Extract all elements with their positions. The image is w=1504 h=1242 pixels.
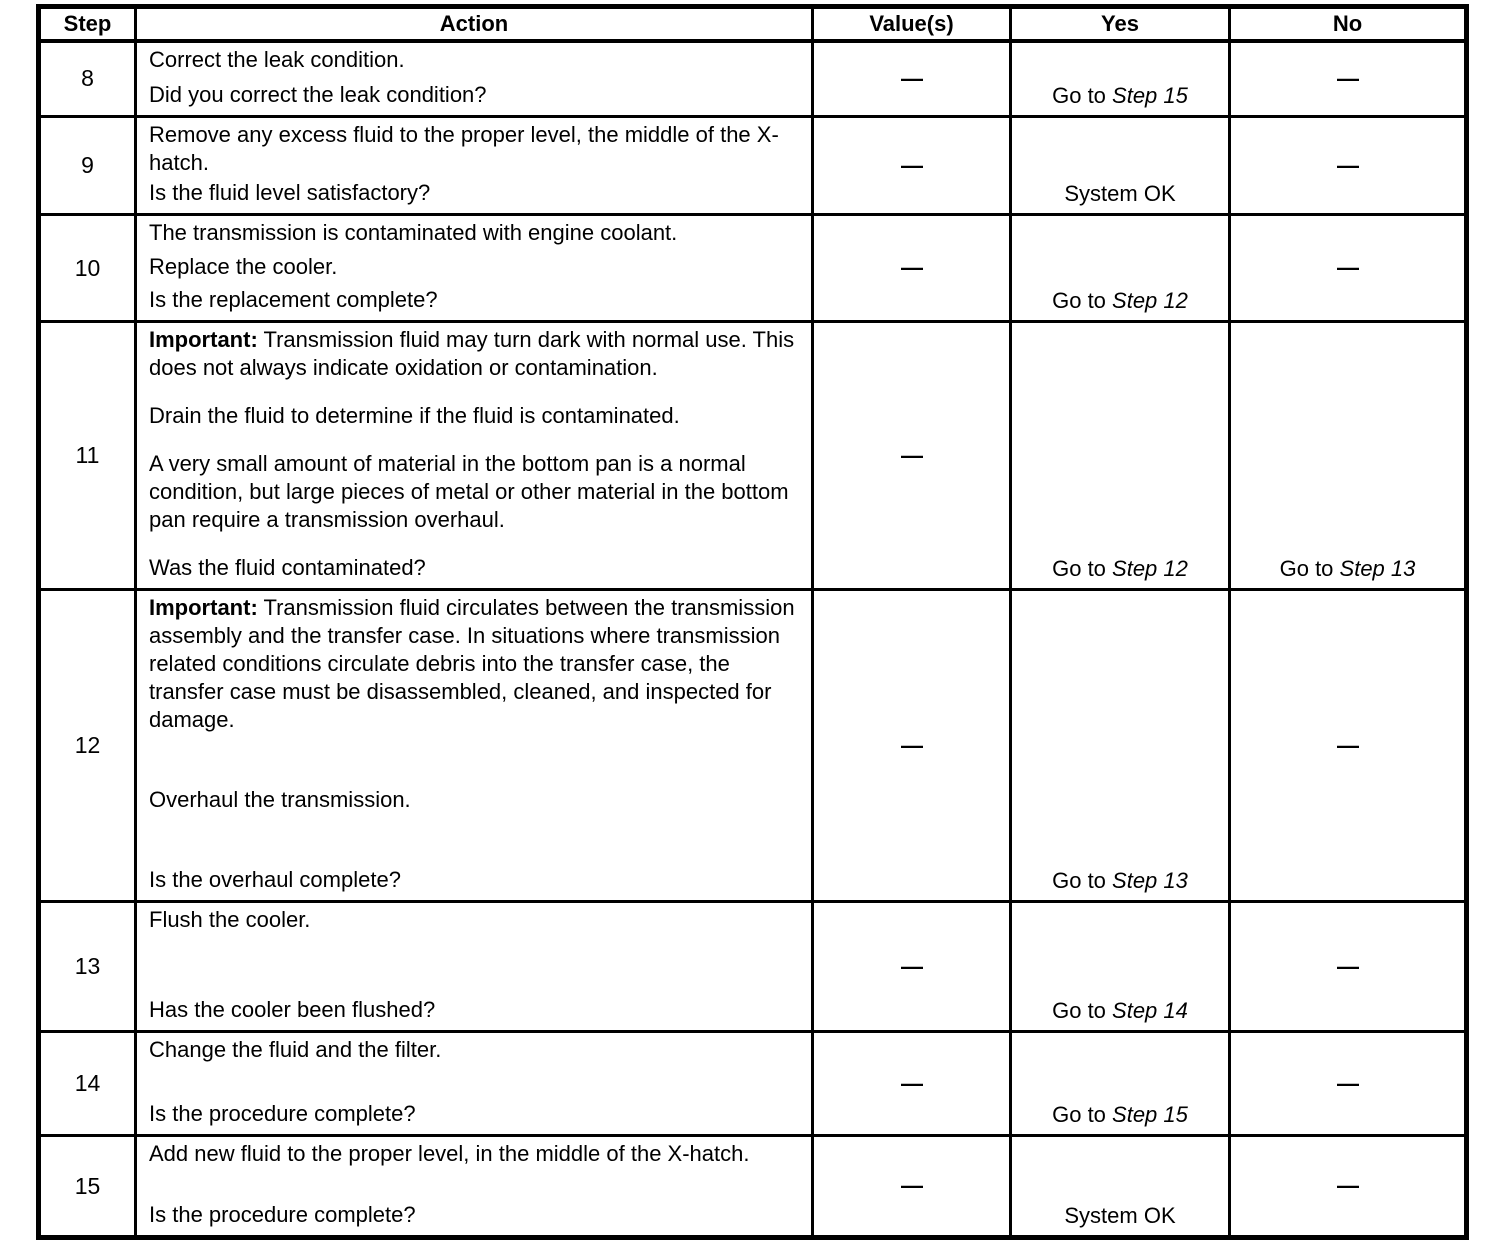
- dash-placeholder: —: [1337, 1070, 1358, 1096]
- value-cell: [813, 590, 1011, 902]
- action-paragraph: Replace the cooler.: [149, 253, 338, 279]
- value-content: [814, 43, 1009, 116]
- no-cell: [1230, 322, 1467, 590]
- no-cell: [1230, 215, 1467, 322]
- no-content: [1231, 1033, 1464, 1134]
- table-row-step-12: [39, 590, 1467, 902]
- value-cell: [813, 902, 1011, 1032]
- dash-placeholder: —: [1337, 65, 1358, 91]
- go-to-step-text: Go to Step 12: [1052, 288, 1188, 313]
- value-cell: [813, 41, 1011, 117]
- result-text: System OK: [1064, 1203, 1176, 1228]
- no-content: [1231, 903, 1464, 1030]
- action-text-block: [137, 118, 811, 213]
- table-row-step-9: [39, 117, 1467, 215]
- step-cell: 8: [39, 41, 136, 117]
- result-text: System OK: [1064, 181, 1176, 206]
- value-content: [814, 216, 1009, 320]
- step-cell: 11: [39, 322, 136, 590]
- action-paragraph: Is the replacement complete?: [149, 287, 438, 312]
- column-header-step: Step: [39, 7, 136, 41]
- value-cell: [813, 215, 1011, 322]
- yes-cell: [1011, 590, 1230, 902]
- dash-placeholder: —: [1337, 152, 1358, 178]
- action-text-block: [137, 43, 811, 116]
- yes-cell: [1011, 215, 1230, 322]
- action-paragraph: Was the fluid contaminated?: [149, 555, 426, 580]
- dash-placeholder: —: [901, 732, 922, 758]
- value-content: [814, 323, 1009, 588]
- no-content: [1231, 323, 1464, 588]
- action-cell: [136, 215, 813, 322]
- dash-placeholder: —: [901, 1070, 922, 1096]
- yes-content: [1012, 903, 1228, 1030]
- yes-cell: [1011, 41, 1230, 117]
- action-paragraph: Flush the cooler.: [149, 907, 311, 932]
- dash-placeholder: —: [901, 152, 922, 178]
- value-content: [814, 118, 1009, 213]
- value-content: [814, 903, 1009, 1030]
- action-paragraph: Overhaul the transmission.: [149, 787, 411, 812]
- no-cell: [1230, 117, 1467, 215]
- action-paragraph: A very small amount of material in the bottom pan is a normal condition, but large pieces of metal or other material in the bottom pan require a transmission overhaul.: [149, 451, 789, 532]
- dash-placeholder: —: [901, 65, 922, 91]
- column-header-no: No: [1230, 7, 1467, 41]
- action-paragraph: Did you correct the leak condition?: [149, 82, 487, 107]
- step-reference: Step 12: [1112, 556, 1188, 581]
- action-text-block: [137, 323, 811, 588]
- no-cell: [1230, 590, 1467, 902]
- action-paragraph: Is the procedure complete?: [149, 1101, 416, 1126]
- yes-cell: [1011, 322, 1230, 590]
- step-cell: 14: [39, 1032, 136, 1136]
- yes-cell: [1011, 117, 1230, 215]
- value-content: [814, 591, 1009, 900]
- yes-content: [1012, 1033, 1228, 1134]
- table-row-step-13: [39, 902, 1467, 1032]
- important-label: Important:: [149, 595, 258, 620]
- dash-placeholder: —: [901, 255, 922, 280]
- value-cell: [813, 1032, 1011, 1136]
- go-to-step-text: Go to Step 13: [1279, 556, 1416, 581]
- no-cell: [1230, 1136, 1467, 1238]
- action-text-block: [137, 216, 811, 320]
- action-paragraph: Drain the fluid to determine if the fluid is contaminated.: [149, 403, 680, 428]
- yes-content: [1012, 43, 1228, 116]
- dash-placeholder: —: [1337, 1173, 1358, 1198]
- column-header-yes: Yes: [1011, 7, 1230, 41]
- action-paragraph: Change the fluid and the filter.: [149, 1037, 442, 1062]
- yes-content: [1012, 591, 1228, 900]
- table-row-step-10: [39, 215, 1467, 322]
- table-row-step-15: [39, 1136, 1467, 1238]
- yes-cell: [1011, 1032, 1230, 1136]
- step-reference: Step 12: [1112, 288, 1188, 313]
- column-header-action: Action: [136, 7, 813, 41]
- step-reference: Step 15: [1112, 1102, 1188, 1127]
- action-paragraph: Remove any excess fluid to the proper level, the middle of the X-hatch.: [149, 122, 779, 175]
- action-paragraph: Important: Transmission fluid may turn dark with normal use. This does not always indicate oxidation or contamination.: [149, 327, 795, 380]
- step-reference: Step 13: [1339, 556, 1416, 581]
- no-content: [1231, 591, 1464, 900]
- action-paragraph: Correct the leak condition.: [149, 46, 405, 72]
- action-paragraph: Add new fluid to the proper level, in the middle of the X-hatch.: [149, 1141, 750, 1166]
- no-content: [1231, 118, 1464, 213]
- go-to-step-text: Go to Step 14: [1052, 998, 1188, 1023]
- no-cell: [1230, 41, 1467, 117]
- action-cell: [136, 322, 813, 590]
- dash-placeholder: —: [1337, 255, 1358, 280]
- go-to-step-text: Go to Step 15: [1052, 83, 1188, 108]
- action-text-block: [137, 903, 811, 1030]
- action-cell: [136, 1136, 813, 1238]
- action-text-block: [137, 1033, 811, 1134]
- value-cell: [813, 117, 1011, 215]
- action-text-block: [137, 591, 811, 900]
- yes-content: [1012, 216, 1228, 320]
- action-paragraph: Has the cooler been flushed?: [149, 997, 436, 1022]
- action-cell: [136, 1032, 813, 1136]
- dash-placeholder: —: [1337, 732, 1358, 758]
- table-row-step-11: [39, 322, 1467, 590]
- header-row: [39, 7, 1467, 41]
- value-cell: [813, 1136, 1011, 1238]
- action-text-block: [137, 1137, 811, 1235]
- action-paragraph: Is the procedure complete?: [149, 1202, 416, 1227]
- step-cell: 13: [39, 902, 136, 1032]
- step-reference: Step 14: [1112, 998, 1188, 1023]
- action-cell: [136, 902, 813, 1032]
- no-content: [1231, 1137, 1464, 1235]
- table-row-step-8: [39, 41, 1467, 117]
- action-paragraph: Important: Transmission fluid circulates between the transmission assembly and the transfer case. In situations where transmission related conditions circulate debris into the transfer case, the transfer case must be disassembled, cleaned, and inspected for damage.: [149, 595, 795, 732]
- no-content: [1231, 43, 1464, 116]
- go-to-step-text: Go to Step 13: [1052, 868, 1188, 893]
- go-to-step-text: Go to Step 15: [1052, 1102, 1188, 1127]
- step-cell: 15: [39, 1136, 136, 1238]
- yes-content: [1012, 323, 1228, 588]
- action-paragraph: The transmission is contaminated with engine coolant.: [149, 220, 678, 245]
- important-label: Important:: [149, 327, 258, 352]
- yes-content: [1012, 118, 1228, 213]
- diagnostic-steps-table: [36, 4, 1469, 1240]
- action-paragraph: Is the overhaul complete?: [149, 867, 401, 892]
- step-reference: Step 15: [1112, 83, 1188, 108]
- action-paragraph: Is the fluid level satisfactory?: [149, 180, 431, 205]
- step-cell: 9: [39, 117, 136, 215]
- go-to-step-text: Go to Step 12: [1052, 556, 1188, 581]
- table-row-step-14: [39, 1032, 1467, 1136]
- step-cell: 12: [39, 590, 136, 902]
- dash-placeholder: —: [901, 442, 922, 468]
- yes-cell: [1011, 1136, 1230, 1238]
- no-cell: [1230, 902, 1467, 1032]
- step-reference: Step 13: [1112, 868, 1188, 893]
- dash-placeholder: —: [1337, 953, 1358, 979]
- value-cell: [813, 322, 1011, 590]
- action-cell: [136, 41, 813, 117]
- dash-placeholder: —: [901, 953, 922, 979]
- action-cell: [136, 117, 813, 215]
- action-cell: [136, 590, 813, 902]
- value-content: [814, 1033, 1009, 1134]
- yes-content: [1012, 1137, 1228, 1235]
- step-cell: 10: [39, 215, 136, 322]
- dash-placeholder: —: [901, 1173, 922, 1198]
- no-content: [1231, 216, 1464, 320]
- no-cell: [1230, 1032, 1467, 1136]
- value-content: [814, 1137, 1009, 1235]
- yes-cell: [1011, 902, 1230, 1032]
- column-header-values: Value(s): [813, 7, 1011, 41]
